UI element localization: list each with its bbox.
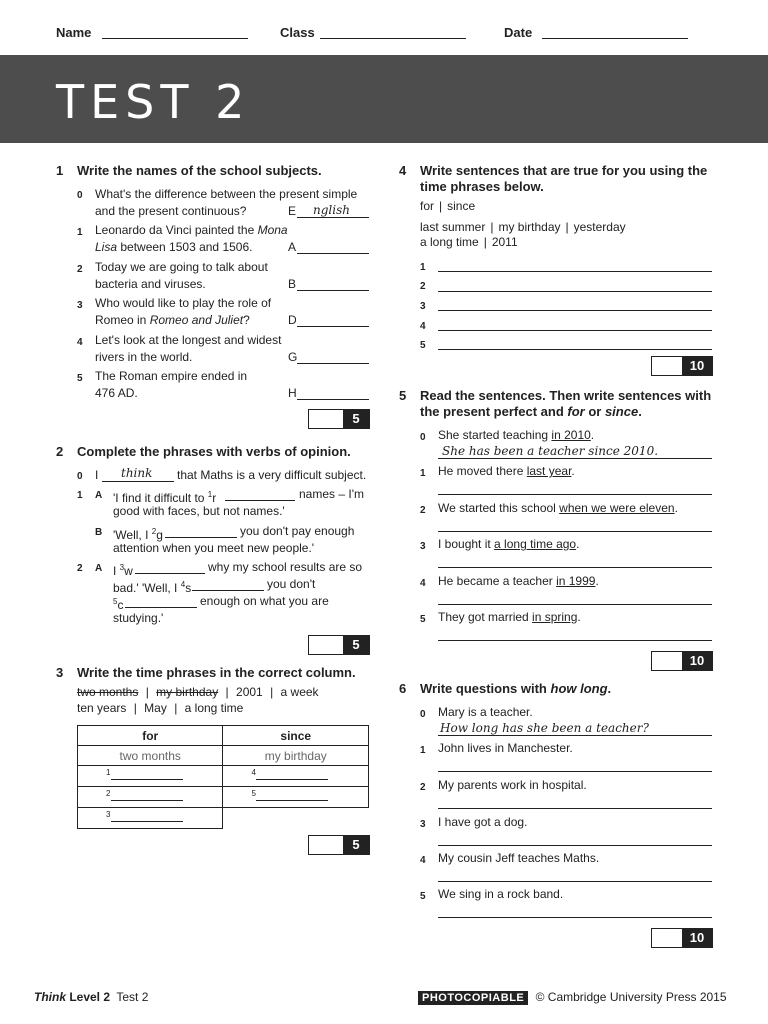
q2-number: 2 xyxy=(56,444,64,459)
q4-answer-line[interactable] xyxy=(438,310,712,311)
q1-number: 1 xyxy=(56,163,64,178)
q3-phrase-list: two months | my birthday | 2001 | a week xyxy=(77,685,319,699)
q2-item-num: 0 xyxy=(77,471,83,482)
example-since: my birthday xyxy=(223,746,369,766)
q5-answer-line[interactable] xyxy=(438,640,712,641)
q2-item-pre: I xyxy=(95,468,99,482)
q4-title: Write sentences that are true for you using the time phrases below. xyxy=(420,163,708,194)
q1-example-answer: nglish xyxy=(313,203,350,217)
q5-item-num: 2 xyxy=(420,505,426,516)
for-cell[interactable]: 3 xyxy=(78,808,223,829)
q5-item-num: 1 xyxy=(420,468,426,479)
q6-score-box[interactable] xyxy=(651,928,713,948)
q1-score: 5 xyxy=(343,410,369,428)
q4-answer-line[interactable] xyxy=(438,330,712,331)
q1-score-box[interactable] xyxy=(308,409,370,429)
q2-item-text: good with faces, but not names.' xyxy=(113,504,285,518)
q2-item-text: bad.' 'Well, I $^4$s xyxy=(113,580,192,595)
class-label: Class xyxy=(280,25,315,40)
q1-item-text: Today we are going to talk about bacteria and viruses. xyxy=(95,260,268,291)
q4-item-num: 4 xyxy=(420,321,426,332)
q5-item-text: He moved there last year. xyxy=(438,464,575,478)
q1-item-letter: B xyxy=(288,277,297,291)
q2-answer-line[interactable] xyxy=(165,537,237,538)
q2-item-text: studying.' xyxy=(113,611,164,625)
q1-answer-line[interactable] xyxy=(297,290,369,291)
copyright: © Cambridge University Press 2015 xyxy=(535,990,727,1004)
for-cell[interactable]: 2 xyxy=(78,787,223,808)
q1-item-num: 3 xyxy=(77,300,83,311)
q5-answer-line[interactable] xyxy=(438,494,712,495)
q2-answer-line[interactable] xyxy=(225,500,295,501)
q2-item-text: attention when you meet new people.' xyxy=(113,541,315,555)
q5-item-num: 4 xyxy=(420,578,426,589)
col-for: for xyxy=(78,726,223,746)
q1-item-num: 0 xyxy=(77,190,83,201)
q1-item-num: 2 xyxy=(77,264,83,275)
q4-item-num: 1 xyxy=(420,262,426,273)
q2-part-label: A xyxy=(95,490,103,501)
q2-item-num: 1 xyxy=(77,490,83,501)
q1-answer-line[interactable] xyxy=(297,217,369,218)
q6-answer-line[interactable] xyxy=(438,845,712,846)
q1-item-letter: G xyxy=(288,350,298,364)
q5-score: 10 xyxy=(682,652,712,670)
q2-item-text: $^5$c xyxy=(113,597,124,612)
q5-score-box[interactable] xyxy=(651,651,713,671)
q2-answer-line[interactable] xyxy=(125,607,197,608)
q5-item-text: We started this school when we were eleven. xyxy=(438,501,678,515)
footer-left: Think Level 2 Test 2 xyxy=(34,990,149,1004)
name-label: Name xyxy=(56,25,92,40)
example-for: two months xyxy=(78,746,223,766)
q2-answer-line[interactable] xyxy=(192,590,264,591)
q5-item-text: She started teaching in 2010. xyxy=(438,428,595,442)
q6-item-num: 4 xyxy=(420,855,426,866)
q2-score-box[interactable] xyxy=(308,635,370,655)
q5-number: 5 xyxy=(399,388,407,403)
q2-part-label: A xyxy=(95,563,103,574)
q4-item-num: 3 xyxy=(420,301,426,312)
q1-item-text: The Roman empire ended in 476 AD. xyxy=(95,369,248,400)
q5-item-text: They got married in spring. xyxy=(438,610,581,624)
q2-item-text: enough on what you are xyxy=(200,594,329,608)
for-cell[interactable]: 1 xyxy=(78,766,223,787)
page-title: TEST 2 xyxy=(56,75,251,129)
q6-answer-line[interactable] xyxy=(438,735,712,736)
q2-item-text: I $^3$w xyxy=(113,563,133,578)
q6-title: Write questions with how long. xyxy=(420,681,612,696)
q1-item-num: 1 xyxy=(77,227,83,238)
footer-right xyxy=(418,990,727,1004)
q6-answer-line[interactable] xyxy=(438,771,712,772)
q2-example-answer: think xyxy=(121,466,153,480)
q3-title: Write the time phrases in the correct column. xyxy=(77,665,356,680)
since-cell[interactable]: 4 xyxy=(223,766,369,787)
q4-item-num: 2 xyxy=(420,281,426,292)
q2-item-text: 'Well, I $^2$g xyxy=(113,527,163,542)
q5-title: Read the sentences. Then write sentences with the present perfect and for or since. xyxy=(420,388,712,419)
q3-phrase-list: ten years | May | a long time xyxy=(77,701,244,715)
q4-phrases: a long time | 2011 xyxy=(420,235,518,249)
since-cell[interactable]: 5 xyxy=(223,787,369,808)
q4-phrases: for | since xyxy=(420,199,476,213)
q2-item-text: that Maths is a very difficult subject. xyxy=(177,468,367,482)
q6-item-text: I have got a dog. xyxy=(438,815,528,829)
q5-item-text: He became a teacher in 1999. xyxy=(438,574,599,588)
q4-number: 4 xyxy=(399,163,407,178)
q1-item-letter: D xyxy=(288,313,297,327)
q2-item-text: why my school results are so xyxy=(208,560,363,574)
q1-title: Write the names of the school subjects. xyxy=(77,163,322,178)
q6-number: 6 xyxy=(399,681,407,696)
q1-item-text: What's the difference between the present simple and the present continuous? xyxy=(95,187,358,218)
q1-item-num: 5 xyxy=(77,373,83,384)
q2-answer-line[interactable] xyxy=(135,573,205,574)
name-line[interactable] xyxy=(102,38,248,39)
q5-answer-line[interactable] xyxy=(438,458,712,459)
q4-phrases: last summer | my birthday | yesterday xyxy=(420,220,626,234)
q6-item-num: 0 xyxy=(420,709,426,720)
q6-score: 10 xyxy=(682,929,712,947)
date-label: Date xyxy=(504,25,533,40)
q1-item-text: Who would like to play the role of Romeo in Romeo and Juliet? xyxy=(95,296,272,327)
q2-part-label: B xyxy=(95,527,103,538)
q5-item-num: 5 xyxy=(420,614,426,625)
q1-answer-line[interactable] xyxy=(297,399,369,400)
q2-item-text: 'I find it difficult to $^1$r xyxy=(113,490,217,505)
q6-item-text: We sing in a rock band. xyxy=(438,887,564,901)
q1-item-letter: A xyxy=(288,240,297,254)
q6-item-text: My parents work in hospital. xyxy=(438,778,587,792)
q5-example-answer: She has been a teacher since 2010. xyxy=(442,444,659,458)
q5-answer-line[interactable] xyxy=(438,567,712,568)
q1-answer-line[interactable] xyxy=(297,326,369,327)
q4-answer-line[interactable] xyxy=(438,271,712,272)
q6-item-num: 5 xyxy=(420,891,426,902)
q3-number: 3 xyxy=(56,665,64,680)
q4-item-num: 5 xyxy=(420,340,426,351)
q1-answer-line[interactable] xyxy=(297,363,369,364)
q6-answer-line[interactable] xyxy=(438,881,712,882)
q4-answer-line[interactable] xyxy=(438,291,712,292)
q6-item-num: 3 xyxy=(420,819,426,830)
q6-answer-line[interactable] xyxy=(438,808,712,809)
q2-title: Complete the phrases with verbs of opinion. xyxy=(77,444,351,459)
q6-item-text: My cousin Jeff teaches Maths. xyxy=(438,851,600,865)
q2-item-num: 2 xyxy=(77,563,83,574)
q2-score: 5 xyxy=(343,636,369,654)
q2-item-text: you don't xyxy=(267,577,316,591)
q3-table xyxy=(77,725,369,829)
q4-score: 10 xyxy=(682,357,712,375)
photocopiable-badge: PHOTOCOPIABLE xyxy=(418,991,528,1005)
q2-item-text: names – I'm xyxy=(299,487,364,501)
date-line[interactable] xyxy=(542,38,688,39)
q1-item-letter: H xyxy=(288,386,297,400)
class-line[interactable] xyxy=(320,38,466,39)
empty-cell xyxy=(223,808,369,829)
q1-item-text: Leonardo da Vinci painted the Mona Lisa between 1503 and 1506. xyxy=(95,223,288,254)
q6-item-num: 1 xyxy=(420,745,426,756)
q1-answer-line[interactable] xyxy=(297,253,369,254)
q5-answer-line[interactable] xyxy=(438,604,712,605)
q5-answer-line[interactable] xyxy=(438,531,712,532)
q1-item-num: 4 xyxy=(77,337,83,348)
col-since: since xyxy=(223,726,369,746)
q6-item-num: 2 xyxy=(420,782,426,793)
q2-answer-line[interactable] xyxy=(102,481,174,482)
title-banner xyxy=(0,55,768,143)
q6-item-text: Mary is a teacher. xyxy=(438,705,533,719)
q4-score-box[interactable] xyxy=(651,356,713,376)
q6-example-answer: How long has she been a teacher? xyxy=(440,721,649,735)
q5-item-num: 3 xyxy=(420,541,426,552)
q5-item-text: I bought it a long time ago. xyxy=(438,537,580,551)
q1-item-letter: E xyxy=(288,204,297,218)
q5-item-num: 0 xyxy=(420,432,426,443)
q1-item-text: Let's look at the longest and widest rivers in the world. xyxy=(95,333,282,364)
q3-score-box[interactable] xyxy=(308,835,370,855)
q2-item-text: you don't pay enough xyxy=(240,524,355,538)
q6-item-text: John lives in Manchester. xyxy=(438,741,573,755)
q4-answer-line[interactable] xyxy=(438,349,712,350)
q3-score: 5 xyxy=(343,836,369,854)
q6-answer-line[interactable] xyxy=(438,917,712,918)
